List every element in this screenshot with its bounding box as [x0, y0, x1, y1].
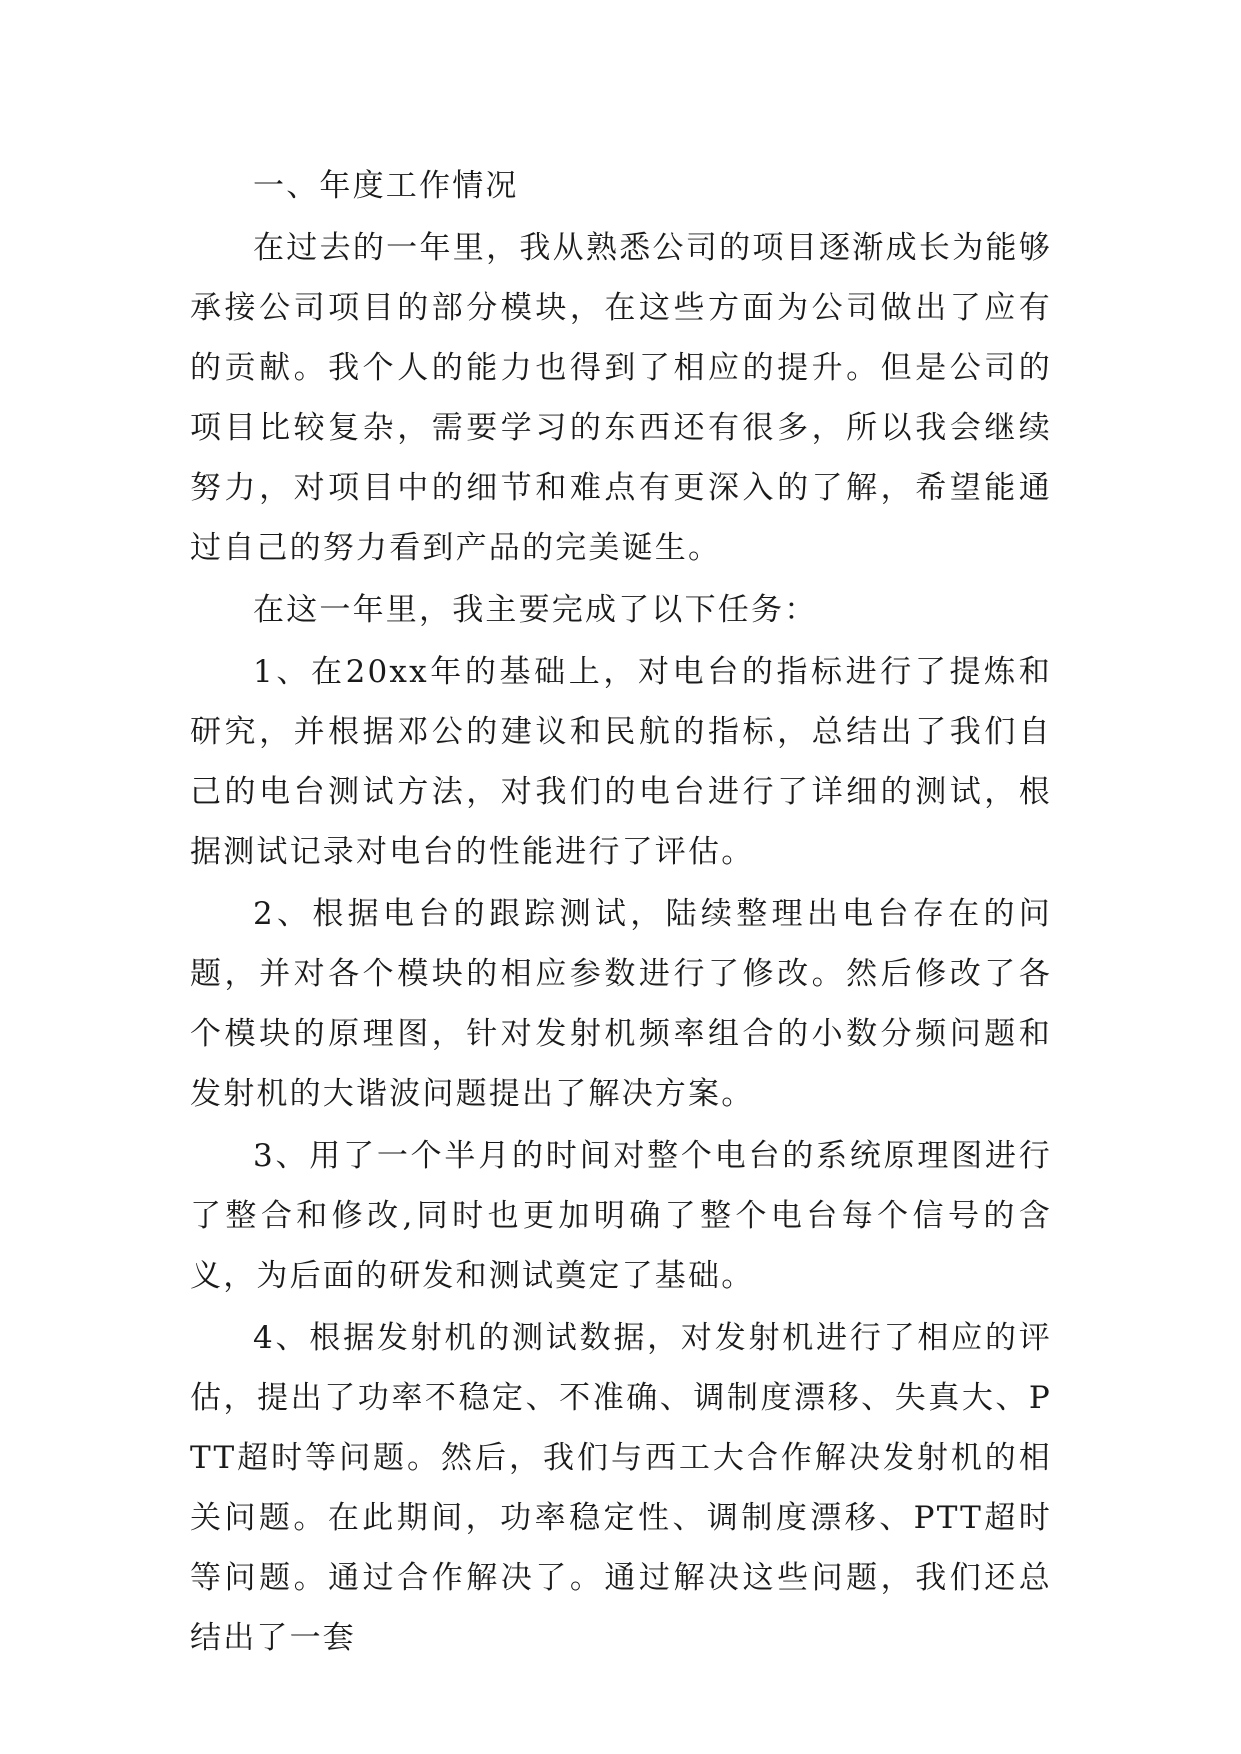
document-body — [190, 156, 1052, 1668]
paragraph-task-1: 1、在20xx年的基础上，对电台的指标进行了提炼和研究，并根据邓公的建议和民航的指标，总结出了我们自己的电台测试方法，对我们的电台进行了详细的测试，根据测试记录对电台的性能进行了评估。 — [190, 654, 1052, 870]
paragraph-intro: 在过去的一年里，我从熟悉公司的项目逐渐成长为能够承接公司项目的部分模块，在这些方面为公司做出了应有的贡献。我个人的能力也得到了相应的提升。但是公司的项目比较复杂，需要学习的东西还有很多，所以我会继续努力，对项目中的细节和难点有更深入的了解，希望能通过自己的努力看到产品的完美诞生。 — [190, 230, 1052, 566]
paragraph-tasks-intro: 在这一年里，我主要完成了以下任务： — [253, 592, 818, 628]
paragraph-task-2: 2、根据电台的跟踪测试，陆续整理出电台存在的问题，并对各个模块的相应参数进行了修改。然后修改了各个模块的原理图，针对发射机频率组合的小数分频问题和发射机的大谐波问题提出了解决方案。 — [190, 896, 1052, 1112]
paragraph-task-3: 3、用了一个半月的时间对整个电台的系统原理图进行了整合和修改,同时也更加明确了整个电台每个信号的含义，为后面的研发和测试奠定了基础。 — [190, 1138, 1052, 1294]
section-heading: 一、年度工作情况 — [253, 168, 519, 204]
paragraph-task-4: 4、根据发射机的测试数据，对发射机进行了相应的评估，提出了功率不稳定、不准确、调制度漂移、失真大、PTT超时等问题。然后，我们与西工大合作解决发射机的相关问题。在此期间，功率稳定性、调制度漂移、PTT超时等问题。通过合作解决了。通过解决这些问题，我们还总结出了一套 — [190, 1320, 1052, 1656]
